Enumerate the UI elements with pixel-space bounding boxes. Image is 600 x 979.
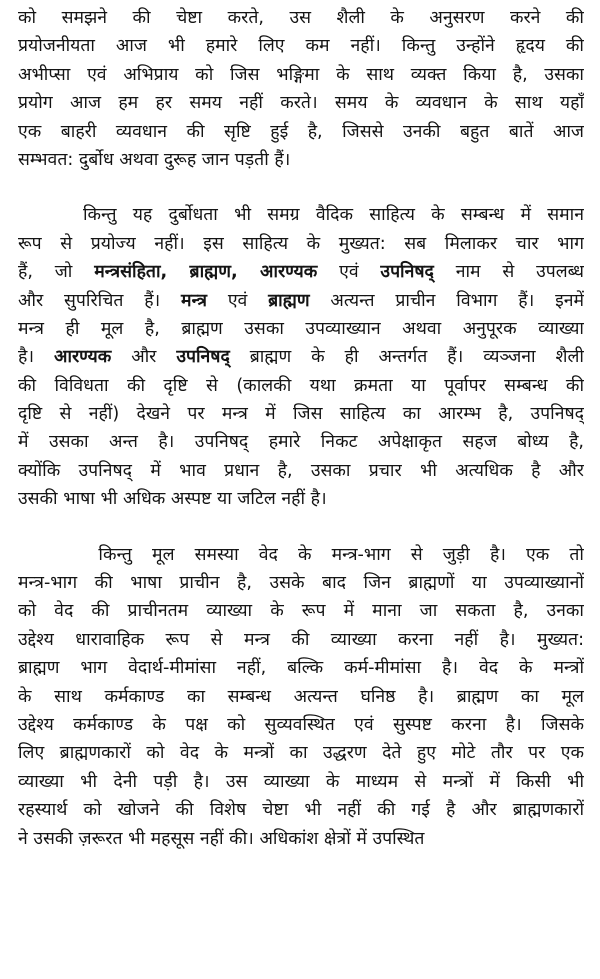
text-run: को समझने की चेष्टा करते, उस शैली के अनुसरण करने की [18, 8, 584, 28]
text-line [18, 825, 584, 853]
text-line [18, 372, 584, 400]
text-run: मन्त्र ही मूल है, ब्राह्मण उसका उपव्याख्यान अथवा अनुपूरक व्याख्या [18, 318, 584, 339]
paragraph-gap [18, 174, 584, 201]
text-run: व्याख्या भी देनी पड़ी है। उस व्याख्या के माध्यम से मन्त्रों में किसी भी [18, 771, 584, 792]
text-line [18, 230, 584, 258]
paragraph-1 [18, 4, 584, 174]
text-run: को वेद की प्राचीनतम व्याख्या के रूप में माना जा सकता है, उनका [18, 601, 584, 622]
text-line [18, 654, 584, 682]
bold-term: आरण्यक [53, 347, 112, 368]
text-line [18, 768, 584, 796]
text-run: प्रयोग आज हम हर समय नहीं करते। समय के व्यवधान के साथ यहाँ [18, 93, 584, 114]
text-run: ने उसकी ज़रूरत भी महसूस नहीं की। अधिकांश क्षेत्रों में उपस्थित [18, 828, 425, 849]
paragraph-2 [18, 201, 584, 513]
text-line [18, 89, 584, 117]
text-line [18, 796, 584, 824]
text-run: प्रयोजनीयता आज भी हमारे लिए कम नहीं। किन्तु उन्होंने हृदय की [18, 36, 584, 57]
bold-term: मन्त्र [181, 290, 207, 311]
text-run: ब्राह्मण भाग वेदार्थ-मीमांसा नहीं, बल्कि कर्म-मीमांसा है। वेद के मन्त्रों [18, 658, 584, 679]
text-run: लिए ब्राह्मणकारों को वेद के मन्त्रों का उद्धरण देते हुए मोटे तौर पर एक [18, 743, 584, 764]
text-run: नाम से उपलब्ध [433, 262, 584, 283]
text-line [18, 61, 584, 89]
text-line [18, 711, 584, 739]
text-run: हैं, जो [18, 262, 95, 283]
text-line [18, 457, 584, 485]
text-line [18, 428, 584, 456]
text-run: है। [18, 347, 54, 368]
text-line [18, 287, 584, 315]
paragraph-gap [18, 514, 584, 541]
text-run: रहस्यार्थ को खोजने की विशेष चेष्टा भी नहीं की गई है और ब्राह्मणकारों [18, 800, 584, 821]
text-run: एक बाहरी व्यवधान की सृष्टि हुई है, जिससे उनकी बहुत बातें आज [18, 121, 584, 142]
text-line [18, 146, 584, 174]
text-line [18, 683, 584, 711]
text-line [18, 569, 584, 597]
text-run: और [111, 347, 177, 368]
text-run: किन्तु मूल समस्या वेद के मन्त्र-भाग से जुड़ी है। एक तो [18, 544, 584, 565]
text-run: मन्त्र-भाग की भाषा प्राचीन है, उसके बाद जिन ब्राह्मणों या उपव्याख्यानों [18, 573, 584, 594]
bold-term: उपनिषद् [380, 262, 434, 283]
text-run: एवं [317, 262, 381, 283]
text-run: एवं [207, 290, 269, 311]
text-run: क्योंकि उपनिषद् में भाव प्रधान है, उसका प्रचार भी अत्यधिक है और [18, 460, 584, 481]
text-run: और सुपरिचित हैं। [18, 290, 182, 311]
bold-term: उपनिषद् [176, 347, 230, 368]
text-run: रूप से प्रयोज्य नहीं। इस साहित्य के मुख्यत: सब मिलाकर चार भाग [18, 233, 584, 254]
text-run: में उसका अन्त है। उपनिषद् हमारे निकट अपेक्षाकृत सहज बोध्य है, [18, 432, 584, 453]
text-line [18, 4, 584, 32]
text-run: किन्तु यह दुर्बोधता भी समग्र वैदिक साहित्य के सम्बन्ध में समान [18, 205, 584, 226]
text-line [18, 597, 584, 625]
text-line [18, 118, 584, 146]
text-line [18, 400, 584, 428]
bold-term: मन्त्रसंहिता, ब्राह्मण, आरण्यक [94, 262, 318, 283]
text-run: उद्देश्य कर्मकाण्ड के पक्ष को सुव्यवस्थित एवं सुस्पष्ट करना है। जिसके [18, 714, 584, 735]
text-run: अत्यन्त प्राचीन विभाग हैं। इनमें [309, 290, 584, 311]
bold-term: ब्राह्मण [268, 290, 310, 311]
text-run: सम्भवत: दुर्बोध अथवा दुरूह जान पड़ती हैं। [18, 149, 291, 170]
paragraph-3 [18, 541, 584, 853]
text-line [18, 541, 584, 569]
text-run: उद्देश्य धारावाहिक रूप से मन्त्र की व्याख्या करना नहीं है। मुख्यत: [18, 629, 584, 650]
text-line [18, 315, 584, 343]
text-run: के साथ कर्मकाण्ड का सम्बन्ध अत्यन्त घनिष्ठ है। ब्राह्मण का मूल [18, 686, 584, 707]
text-run: अभीप्सा एवं अभिप्राय को जिस भङ्गिमा के साथ व्यक्त किया है, उसका [18, 64, 584, 85]
text-line [18, 32, 584, 60]
text-run: की विविधता की दृष्टि से (कालकी यथा क्रमता या पूर्वापर सम्बन्ध की [18, 375, 584, 396]
text-line [18, 258, 584, 286]
text-line [18, 739, 584, 767]
text-line [18, 201, 584, 229]
text-line [18, 343, 584, 371]
text-line [18, 485, 584, 513]
text-run: दृष्टि से नहीं) देखने पर मन्त्र में जिस साहित्य का आरम्भ है, उपनिषद् [18, 404, 584, 425]
text-run: उसकी भाषा भी अधिक अस्पष्ट या जटिल नहीं है। [18, 489, 327, 510]
text-line [18, 626, 584, 654]
text-run: ब्राह्मण के ही अन्तर्गत हैं। व्यञ्जना शैली [229, 347, 584, 368]
